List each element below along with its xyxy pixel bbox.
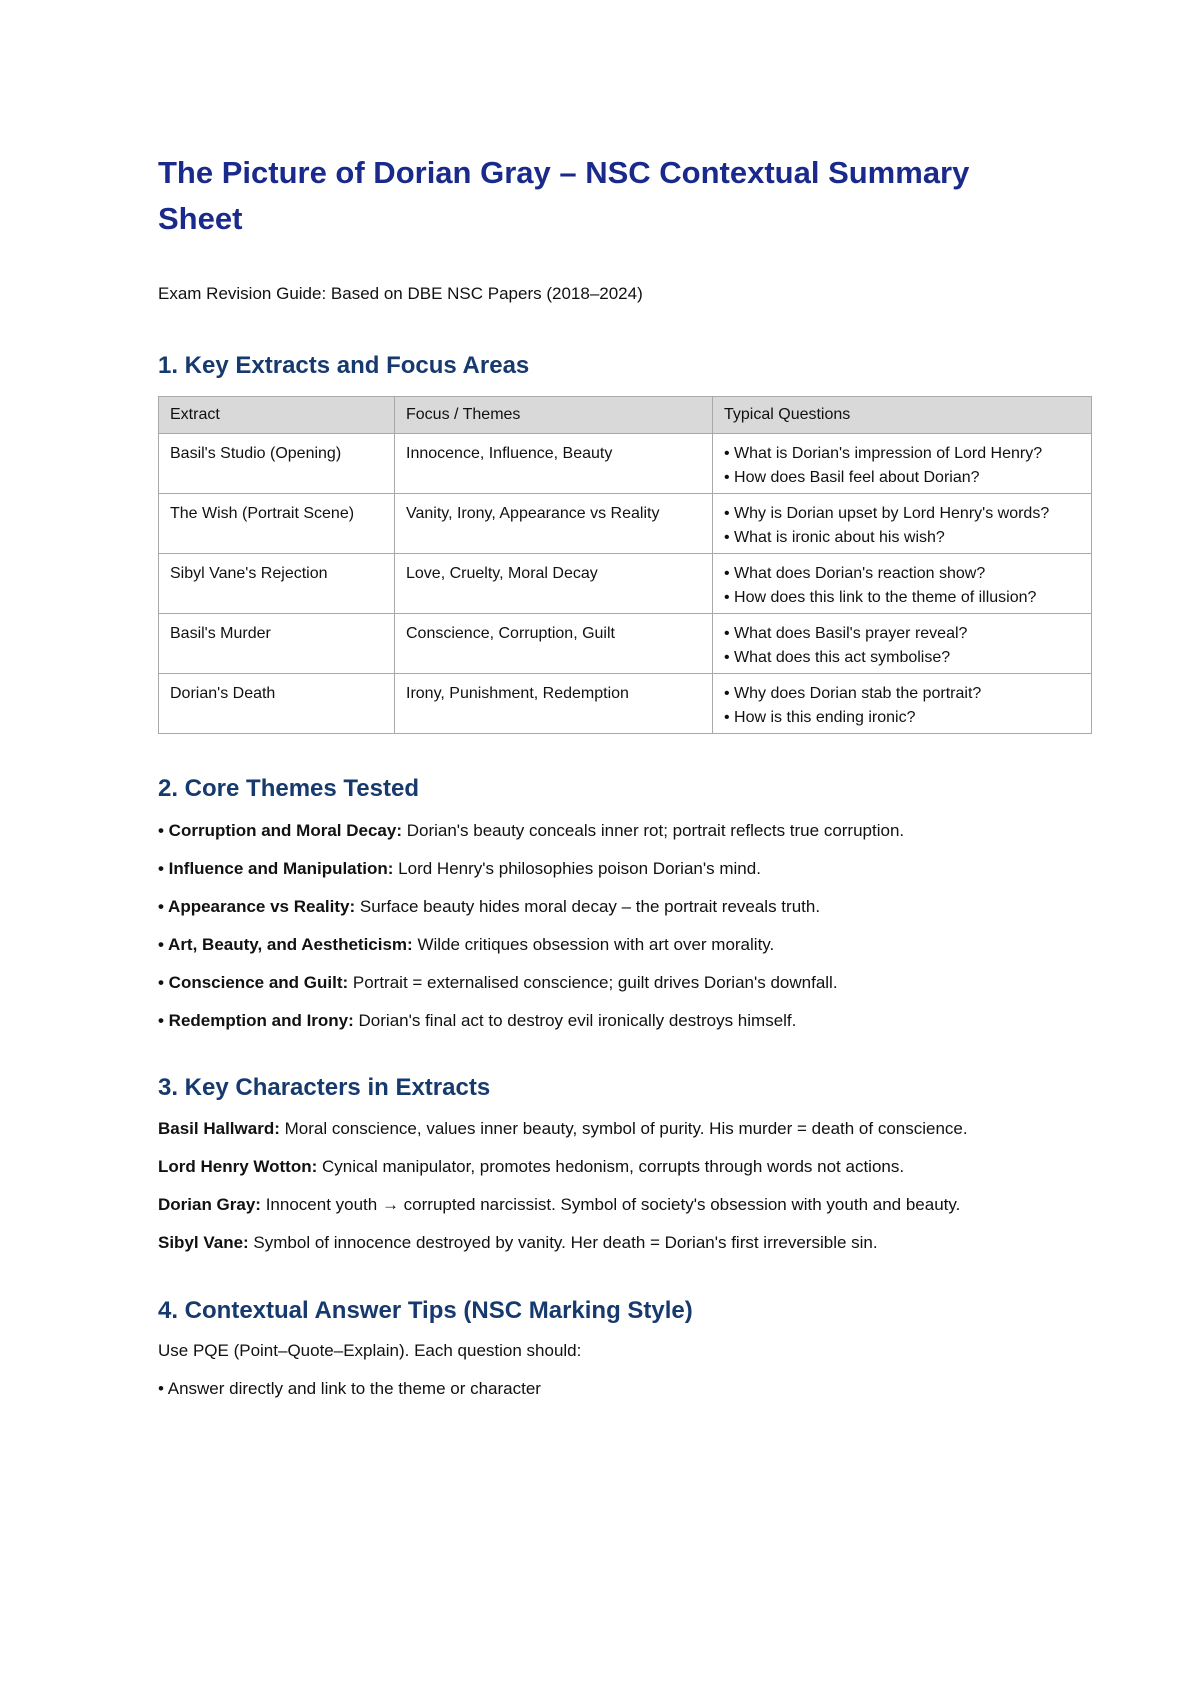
page-content xyxy=(158,150,1058,1415)
extract-cell: The Wish (Portrait Scene) xyxy=(159,494,395,554)
theme-text: Dorian's beauty conceals inner rot; portrait reflects true corruption. xyxy=(401,821,905,840)
theme-label: • Art, Beauty, and Aestheticism: xyxy=(158,935,413,954)
questions-cell xyxy=(713,434,1092,494)
questions-cell xyxy=(713,674,1092,734)
list-item xyxy=(158,1154,1058,1180)
list-item xyxy=(158,933,1058,957)
extracts-table xyxy=(158,396,1092,734)
character-text: Innocent youth → corrupted narcissist. Symbol of society's obsession with youth and beauty. xyxy=(260,1195,961,1214)
list-item xyxy=(158,895,1058,919)
focus-cell: Love, Cruelty, Moral Decay xyxy=(395,554,713,614)
document-title: The Picture of Dorian Gray – NSC Contextual Summary Sheet xyxy=(158,155,970,236)
questions-cell xyxy=(713,614,1092,674)
section-heading-characters: 3. Key Characters in Extracts xyxy=(158,1074,491,1101)
extract-cell: Dorian's Death xyxy=(159,674,395,734)
column-header-extract: Extract xyxy=(159,397,395,434)
table-row xyxy=(159,554,1092,614)
tips-block xyxy=(158,1339,1058,1401)
theme-label: • Redemption and Irony: xyxy=(158,1011,354,1030)
question-line: • How does Basil feel about Dorian? xyxy=(724,469,980,486)
tips-intro: Use PQE (Point–Quote–Explain). Each question should: xyxy=(158,1341,582,1360)
character-name: Dorian Gray: xyxy=(158,1195,261,1214)
list-item xyxy=(158,1009,1058,1033)
question-line: • How does this link to the theme of illusion? xyxy=(724,589,1037,606)
focus-cell: Irony, Punishment, Redemption xyxy=(395,674,713,734)
characters-list xyxy=(158,1116,1058,1256)
extract-cell: Sibyl Vane's Rejection xyxy=(159,554,395,614)
question-line: • How is this ending ironic? xyxy=(724,709,916,726)
table-row xyxy=(159,494,1092,554)
character-text: Cynical manipulator, promotes hedonism, corrupts through words not actions. xyxy=(317,1157,905,1176)
section-heading-tips: 4. Contextual Answer Tips (NSC Marking Style) xyxy=(158,1297,693,1324)
document-subtitle: Exam Revision Guide: Based on DBE NSC Papers (2018–2024) xyxy=(158,284,643,303)
theme-text: Portrait = externalised conscience; guilt drives Dorian's downfall. xyxy=(348,973,838,992)
character-text: Symbol of innocence destroyed by vanity. Her death = Dorian's first irreversible sin. xyxy=(248,1233,878,1252)
character-name: Sibyl Vane: xyxy=(158,1233,249,1252)
themes-list xyxy=(158,819,1058,1033)
column-header-focus: Focus / Themes xyxy=(395,397,713,434)
list-item xyxy=(158,971,1058,995)
question-line: • What is ironic about his wish? xyxy=(724,529,945,546)
table-row xyxy=(159,434,1092,494)
column-header-questions: Typical Questions xyxy=(713,397,1092,434)
theme-text: Wilde critiques obsession with art over morality. xyxy=(412,935,775,954)
list-item xyxy=(158,819,1058,843)
table-row xyxy=(159,614,1092,674)
theme-text: Dorian's final act to destroy evil ironically destroys himself. xyxy=(353,1011,797,1030)
list-item xyxy=(158,1192,1058,1218)
extract-cell: Basil's Studio (Opening) xyxy=(159,434,395,494)
theme-label: • Influence and Manipulation: xyxy=(158,859,394,878)
question-line: • Why does Dorian stab the portrait? xyxy=(724,685,982,702)
list-item: • Answer directly and link to the theme or character xyxy=(158,1379,541,1398)
questions-cell xyxy=(713,494,1092,554)
section-heading-themes: 2. Core Themes Tested xyxy=(158,775,419,802)
question-line: • What is Dorian's impression of Lord Henry? xyxy=(724,445,1043,462)
character-text: Moral conscience, values inner beauty, symbol of purity. His murder = death of conscience. xyxy=(279,1119,968,1138)
theme-label: • Corruption and Moral Decay: xyxy=(158,821,402,840)
question-line: • What does Basil's prayer reveal? xyxy=(724,625,968,642)
list-item xyxy=(158,1116,1058,1142)
focus-cell: Conscience, Corruption, Guilt xyxy=(395,614,713,674)
theme-text: Surface beauty hides moral decay – the portrait reveals truth. xyxy=(355,897,821,916)
character-name: Basil Hallward: xyxy=(158,1119,280,1138)
section-heading-extracts: 1. Key Extracts and Focus Areas xyxy=(158,352,530,379)
question-line: • Why is Dorian upset by Lord Henry's words? xyxy=(724,505,1050,522)
table-header-row xyxy=(159,397,1092,434)
question-line: • What does this act symbolise? xyxy=(724,649,951,666)
list-item xyxy=(158,857,1058,881)
extract-cell: Basil's Murder xyxy=(159,614,395,674)
table-row xyxy=(159,674,1092,734)
focus-cell: Vanity, Irony, Appearance vs Reality xyxy=(395,494,713,554)
focus-cell: Innocence, Influence, Beauty xyxy=(395,434,713,494)
questions-cell xyxy=(713,554,1092,614)
character-name: Lord Henry Wotton: xyxy=(158,1157,318,1176)
theme-text: Lord Henry's philosophies poison Dorian's mind. xyxy=(393,859,761,878)
list-item xyxy=(158,1230,1058,1256)
theme-label: • Conscience and Guilt: xyxy=(158,973,349,992)
theme-label: • Appearance vs Reality: xyxy=(158,897,356,916)
question-line: • What does Dorian's reaction show? xyxy=(724,565,986,582)
